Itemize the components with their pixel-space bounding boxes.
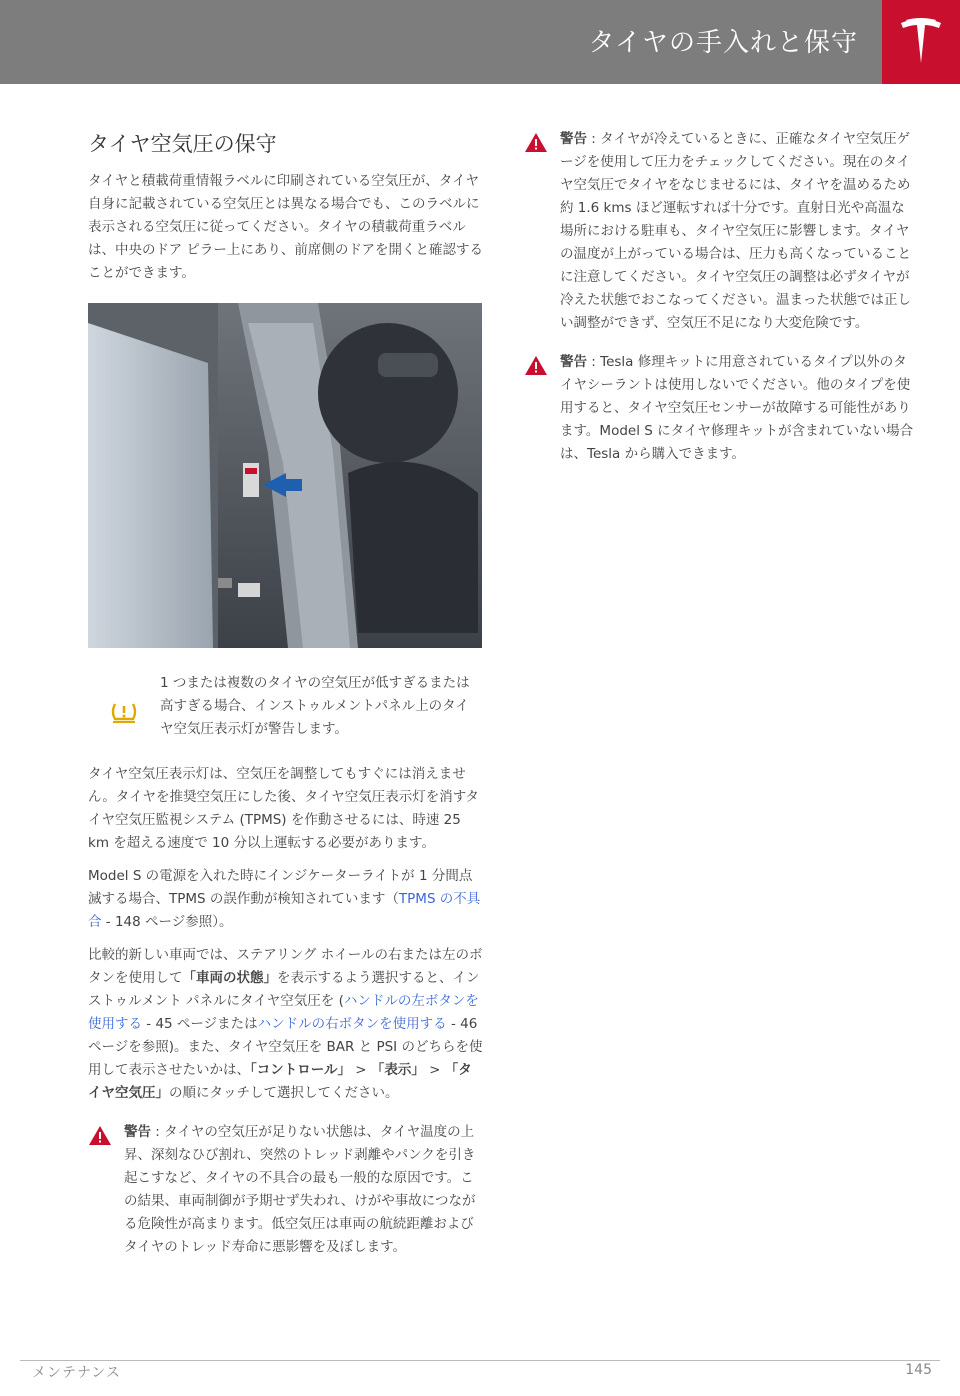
paragraph-tpms-fault: Model S の電源を入れた時にインジケーターライトが 1 分間点滅する場合、TPMS の誤作動が検知されています（TPMS の不具合 - 148 ページ参照）。 [88, 868, 481, 930]
link-right-button[interactable]: ハンドルの右ボタンを使用する [257, 1016, 447, 1032]
tpms-icon [110, 700, 138, 724]
section-title: タイヤ空気圧の保守 [88, 132, 277, 156]
warning-triangle-icon [524, 355, 548, 376]
warning-text: 警告 : タイヤが冷えているときに、正確なタイヤ空気圧ゲージを使用して圧力をチェックしてください。現在のタイヤ空気圧でタイヤをなじませるには、タイヤを温めるため約 1.6 kms ほど運転すれば十分です。直射日光や高温な場所における駐車も、タイヤ空気圧に影響します。タイヤの温度が上がっている場合は、圧力も高くなっていることに注意してください。タイヤ空気圧の調整は必ずタイヤが冷えた状態でおこなってください。温まった状態では正しい調整ができず、空気圧不足になり大変危険です。 [560, 131, 911, 331]
footer-divider [20, 1360, 940, 1361]
intro-paragraph: タイヤと積載荷重情報ラベルに印刷されている空気圧が、タイヤ自身に記載されている空気圧とは異なる場合でも、このラベルに表示される空気圧に従ってください。タイヤの積載荷重ラベルは、中央のドア ピラー上にあり、前席側のドアを開くと確認することができます。 [88, 173, 483, 281]
warning-triangle-icon [524, 132, 548, 153]
footer-section: メンテナンス [32, 1365, 121, 1381]
page-header [0, 0, 960, 84]
paragraph-display-pressure: 比較的新しい車両では、ステアリング ホイールの右または左のボタンを使用して「車両の状態」を表示するよう選択すると、インストゥルメント パネルにタイヤ空気圧を (ハンドルの左ボタンを使用する - 45 ページまたはハンドルの右ボタンを使用する - 46 ページを参照)。また、タイヤ空気圧を BAR と PSI のどちらを使用して表示させたいかは、「コントロール」 > 「表示」 > 「タイヤ空気圧」の順にタッチして選択してください。 [88, 947, 483, 1101]
chapter-title: タイヤの手入れと保守 [588, 28, 858, 58]
door-pillar-label-photo [88, 303, 482, 648]
warning-underinflation [88, 1121, 484, 1259]
warning-text: 警告 : Tesla 修理キットに用意されているタイプ以外のタイヤシーラントは使用しないでください。他のタイプを使用すると、タイヤ空気圧センサーが故障する可能性があります。Model S にタイヤ修理キットが含まれていない場合は、Tesla から購入できます。 [560, 354, 914, 462]
link-left-button[interactable]: ハンドルの左ボタンを使用する [88, 993, 479, 1032]
tpms-note [88, 672, 484, 741]
page-number: 145 [905, 1362, 932, 1378]
warning-cold-tire [524, 128, 916, 335]
tesla-logo [898, 17, 944, 67]
left-column [88, 128, 484, 1275]
warning-sealant [524, 351, 916, 466]
link-tpms-fault[interactable]: TPMS の不具合 [88, 891, 481, 930]
right-column [524, 128, 916, 482]
paragraph-tpms-reset: タイヤ空気圧表示灯は、空気圧を調整してもすぐには消えません。タイヤを推奨空気圧にした後、タイヤ空気圧表示灯を消すタイヤ空気圧監視システム (TPMS) を作動させるには、時速 25 km を超える速度で 10 分以上運転する必要があります。 [88, 766, 479, 851]
warning-text: 警告 : タイヤの空気圧が足りない状態は、タイヤ温度の上昇、深刻なひび割れ、突然のトレッド剥離やパンクを引き起こすなど、タイヤの不具合の最も一般的な原因です。この結果、車両制御が予期せず失われ、けがや事故につながる危険性が高まります。低空気圧は車両の航続距離およびタイヤのトレッド寿命に悪影響を及ぼします。 [124, 1124, 476, 1255]
tpms-note-text: 1 つまたは複数のタイヤの空気圧が低すぎるまたは高すぎる場合、インストゥルメントパネル上のタイヤ空気圧表示灯が警告します。 [160, 675, 470, 737]
warning-triangle-icon [88, 1125, 112, 1146]
brand-logo-box [882, 0, 960, 84]
